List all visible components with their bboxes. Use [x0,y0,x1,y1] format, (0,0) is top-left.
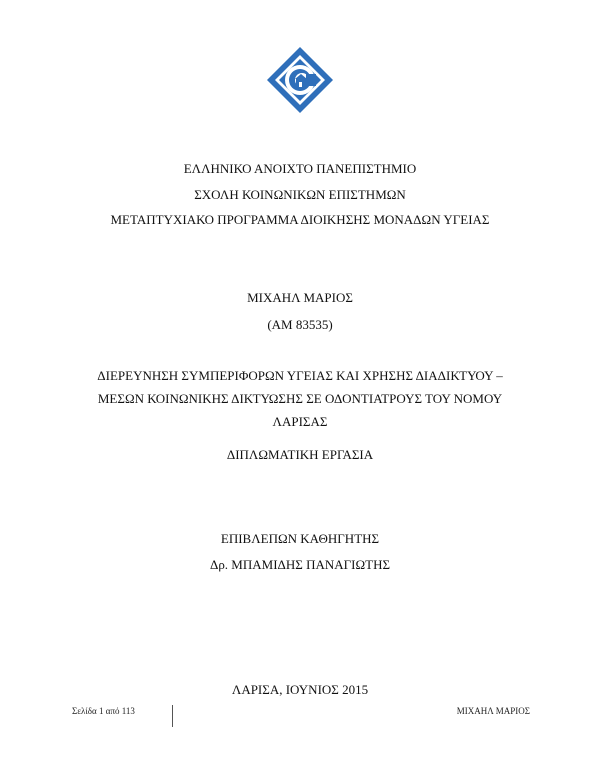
university-name: ΕΛΛΗΝΙΚΟ ΑΝΟΙΧΤΟ ΠΑΝΕΠΙΣΤΗΜΙΟ [183,161,417,176]
thesis-title-line-3: ΛΑΡΙΣΑΣ [272,414,328,429]
thesis-title-line-1: ΔΙΕΡΕΥΝΗΣΗ ΣΥΜΠΕΡΙΦΟΡΩΝ ΥΓΕΙΑΣ ΚΑΙ ΧΡΗΣΗΣ ΔΙΑΔΙΚΤΥΟΥ – [97,368,503,383]
thesis-type: ΔΙΠΛΩΜΑΤΙΚΗ ΕΡΓΑΣΙΑ [226,447,374,462]
author-name: ΜΙΧΑΗΛ ΜΑΡΙΟΣ [247,290,353,305]
supervisor-name: Δρ. ΜΠΑΜΙΔΗΣ ΠΑΝΑΓΙΩΤΗΣ [209,557,391,572]
place-date: ΛΑΡΙΣΑ, ΙΟΥΝΙΟΣ 2015 [231,682,369,697]
thesis-title-line-2: ΜΕΣΩΝ ΚΟΙΝΩΝΙΚΗΣ ΔΙΚΤΥΩΣΗΣ ΣΕ ΟΔΟΝΤΙΑΤΡΟΥΣ ΤΟΥ ΝΟΜΟΥ [97,391,503,406]
school-name: ΣΧΟΛΗ ΚΟΙΝΩΝΙΚΩΝ ΕΠΙΣΤΗΜΩΝ [194,187,406,202]
university-emblem-icon [266,46,334,114]
footer-author: ΜΙΧΑΗΛ ΜΑΡΙΟΣ [456,706,530,716]
program-name: ΜΕΤΑΠΤΥΧΙΑΚΟ ΠΡΟΓΡΑΜΜΑ ΔΙΟΙΚΗΣΗΣ ΜΟΝΑΔΩΝ ΥΓΕΙΑΣ [110,212,490,227]
footer-divider [172,705,173,727]
student-id: (ΑΜ 83535) [267,317,333,332]
supervisor-label: ΕΠΙΒΛΕΠΩΝ ΚΑΘΗΓΗΤΗΣ [220,531,380,546]
footer-page-number: Σελίδα 1 από 113 [72,706,135,716]
